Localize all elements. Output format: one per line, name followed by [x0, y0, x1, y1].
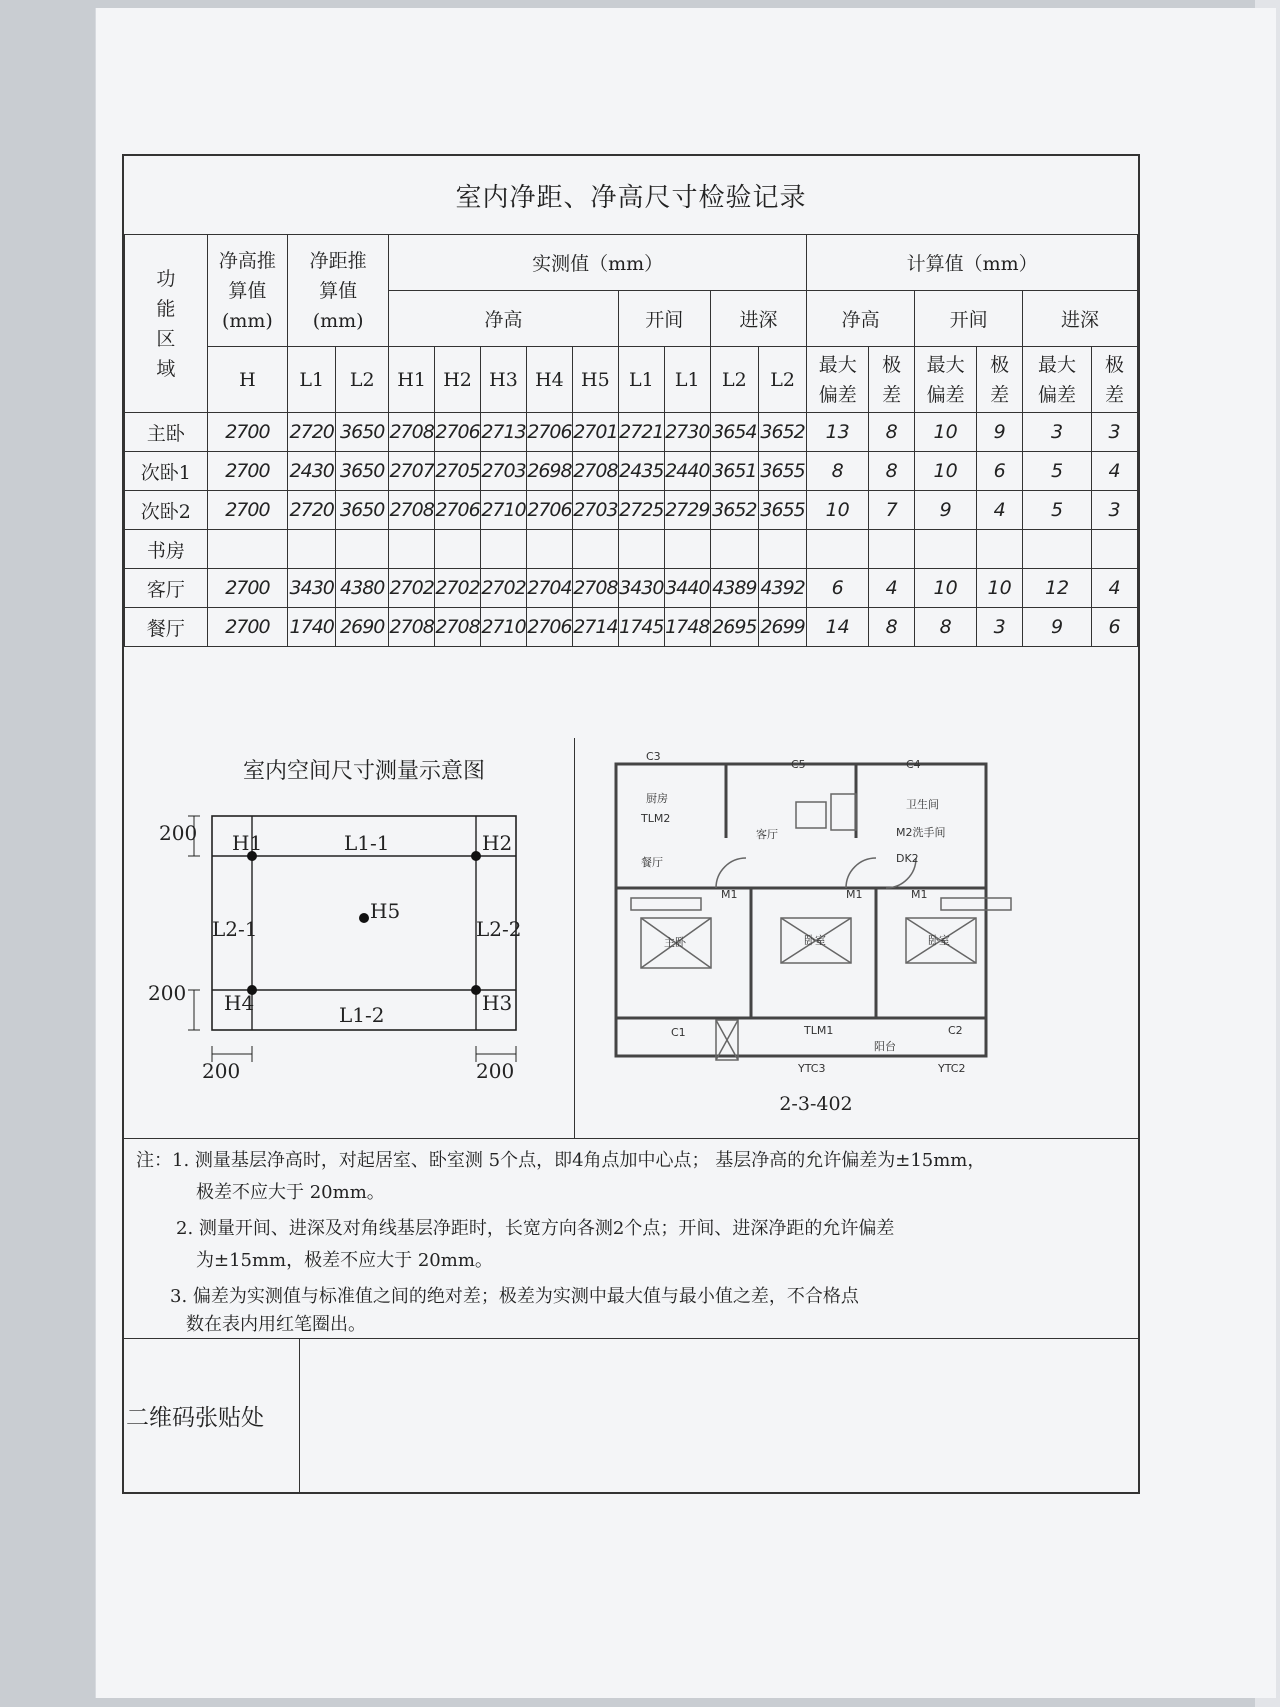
cell-ml2b: 3655	[758, 452, 806, 491]
cell-h3: 2713	[481, 413, 527, 452]
cell-l1: 2720	[288, 491, 336, 530]
cell-ml1b: 3440	[664, 569, 710, 608]
cell-h2	[435, 530, 481, 569]
cell-ml2b: 4392	[758, 569, 806, 608]
cell-h: 2700	[207, 413, 287, 452]
fp-c4: C4	[906, 758, 921, 771]
note-3b: 数在表内用红笔圈出。	[186, 1314, 366, 1335]
header-calc-height: 净高	[807, 291, 915, 347]
cell-h2: 2706	[435, 491, 481, 530]
cell-h2: 2706	[435, 413, 481, 452]
cell-c2	[869, 530, 915, 569]
cell-h4: 2704	[526, 569, 572, 608]
cell-ml2a: 2695	[710, 608, 758, 647]
cell-c5: 5	[1023, 491, 1092, 530]
floor-plan	[576, 738, 1136, 1138]
cell-l1	[288, 530, 336, 569]
cell-c2: 8	[869, 413, 915, 452]
cell-c5: 3	[1023, 413, 1092, 452]
col-bay-range: 极 差	[977, 347, 1023, 413]
cell-c6: 3	[1092, 491, 1138, 530]
table-row	[125, 530, 1138, 569]
fp-c2: C2	[948, 1024, 963, 1037]
header-height-estimate: 净高推 算值 (mm)	[207, 235, 287, 347]
cell-h1: 2702	[389, 569, 435, 608]
header-distance-estimate: 净距推 算值 (mm)	[288, 235, 389, 347]
label-h5: H5	[370, 899, 401, 923]
cell-c3: 10	[915, 413, 977, 452]
fp-m1b: M1	[846, 888, 863, 901]
fp-bath: 卫生间	[906, 798, 939, 811]
fp-ytc2: YTC2	[938, 1062, 966, 1075]
cell-h4: 2706	[526, 491, 572, 530]
cell-h5: 2703	[572, 491, 618, 530]
fp-master: 主卧	[664, 936, 686, 949]
fp-m1c: M1	[911, 888, 928, 901]
col-l2: L2	[336, 347, 389, 413]
label-h3: H3	[482, 991, 513, 1015]
cell-ml2a: 3652	[710, 491, 758, 530]
cell-l1: 2720	[288, 413, 336, 452]
cell-h	[207, 530, 287, 569]
cell-l1: 1740	[288, 608, 336, 647]
cell-c1	[807, 530, 869, 569]
label-l1-2: L1-2	[339, 1003, 385, 1027]
header-measured-depth: 进深	[710, 291, 806, 347]
cell-ml1a: 1745	[618, 608, 664, 647]
cell-h3: 2702	[481, 569, 527, 608]
cell-h4	[526, 530, 572, 569]
cell-h3: 2703	[481, 452, 527, 491]
inspection-table	[124, 234, 1138, 647]
cell-c2: 4	[869, 569, 915, 608]
header-calc-bay: 开间	[915, 291, 1023, 347]
row-area-label: 次卧1	[125, 452, 208, 491]
col-m-l1b: L1	[664, 347, 710, 413]
cell-c5: 12	[1023, 569, 1092, 608]
fp-balcony: 阳台	[874, 1040, 896, 1053]
table-row	[125, 491, 1138, 530]
col-m-l2a: L2	[710, 347, 758, 413]
cell-ml2b	[758, 530, 806, 569]
cell-h5	[572, 530, 618, 569]
cell-h: 2700	[207, 452, 287, 491]
label-l2-2: L2-2	[476, 917, 522, 941]
col-m-l1a: L1	[618, 347, 664, 413]
cell-ml1a: 3430	[618, 569, 664, 608]
col-bay-max-dev: 最大 偏差	[915, 347, 977, 413]
cell-l2: 4380	[336, 569, 389, 608]
cell-h3	[481, 530, 527, 569]
cell-c4: 9	[977, 413, 1023, 452]
note-2a: 2. 测量开间、进深及对角线基层净距时，长宽方向各测2个点；开间、进深净距的允许偏差	[176, 1218, 895, 1239]
cell-h1: 2707	[389, 452, 435, 491]
cell-c5: 9	[1023, 608, 1092, 647]
cell-h3: 2710	[481, 608, 527, 647]
table-row	[125, 608, 1138, 647]
fp-ytc3: YTC3	[798, 1062, 826, 1075]
cell-h1: 2708	[389, 608, 435, 647]
label-dim-mid: 200	[148, 981, 187, 1005]
cell-l2: 3650	[336, 452, 389, 491]
col-h4: H4	[526, 347, 572, 413]
label-dim-br: 200	[476, 1059, 515, 1083]
cell-c4	[977, 530, 1023, 569]
cell-h5: 2708	[572, 452, 618, 491]
col-l1: L1	[288, 347, 336, 413]
row-area-label: 书房	[125, 530, 208, 569]
cell-c3: 9	[915, 491, 977, 530]
cell-ml1a: 2721	[618, 413, 664, 452]
cell-l1: 2430	[288, 452, 336, 491]
point-h5	[359, 913, 369, 923]
table-row	[125, 569, 1138, 608]
floor-plan-svg	[576, 738, 1136, 1138]
cell-h2: 2708	[435, 608, 481, 647]
label-h2: H2	[482, 831, 513, 855]
col-m-l2b: L2	[758, 347, 806, 413]
cell-c6: 3	[1092, 413, 1138, 452]
col-depth-range: 极 差	[1092, 347, 1138, 413]
label-dim-top: 200	[159, 821, 198, 845]
diagram-section	[124, 738, 1138, 1139]
cell-h: 2700	[207, 608, 287, 647]
cell-c3: 10	[915, 452, 977, 491]
cell-h3: 2710	[481, 491, 527, 530]
qr-code-area	[124, 1338, 300, 1492]
header-measured: 实测值（mm）	[389, 235, 807, 291]
col-h3: H3	[481, 347, 527, 413]
cell-h4: 2698	[526, 452, 572, 491]
cell-c3: 8	[915, 608, 977, 647]
cell-h2: 2705	[435, 452, 481, 491]
fp-tlm2: TLM2	[641, 812, 671, 825]
cell-c2: 7	[869, 491, 915, 530]
cell-h5: 2708	[572, 569, 618, 608]
header-measured-height: 净高	[389, 291, 619, 347]
cell-c2: 8	[869, 608, 915, 647]
cell-c4: 6	[977, 452, 1023, 491]
col-h5: H5	[572, 347, 618, 413]
note-2b: 为±15mm，极差不应大于 20mm。	[196, 1250, 493, 1271]
cell-ml2b: 3655	[758, 491, 806, 530]
cell-ml1b: 1748	[664, 608, 710, 647]
header-calc-depth: 进深	[1023, 291, 1138, 347]
cell-h1: 2708	[389, 413, 435, 452]
fp-kitchen: 厨房	[646, 792, 668, 805]
cell-ml2a	[710, 530, 758, 569]
row-area-label: 次卧2	[125, 491, 208, 530]
cell-h: 2700	[207, 569, 287, 608]
label-dim-bl: 200	[202, 1059, 241, 1083]
measurement-diagram-svg	[124, 738, 574, 1138]
header-measured-bay: 开间	[618, 291, 710, 347]
fp-bed1: 卧室	[804, 934, 826, 947]
cell-h5: 2714	[572, 608, 618, 647]
label-h1: H1	[232, 831, 263, 855]
table-row	[125, 452, 1138, 491]
cell-c4: 3	[977, 608, 1023, 647]
cell-l2: 3650	[336, 491, 389, 530]
col-h1: H1	[389, 347, 435, 413]
point-h2	[471, 851, 481, 861]
fp-bed2: 卧室	[928, 934, 950, 947]
cell-c1: 10	[807, 491, 869, 530]
cell-l2: 3650	[336, 413, 389, 452]
table-row	[125, 413, 1138, 452]
row-area-label: 主卧	[125, 413, 208, 452]
cell-c3: 10	[915, 569, 977, 608]
fp-c5: C5	[791, 758, 806, 771]
cell-ml1b	[664, 530, 710, 569]
cell-ml2a: 3651	[710, 452, 758, 491]
col-h: H	[207, 347, 287, 413]
floor-plan-caption: 2-3-402	[779, 1093, 853, 1115]
label-h4: H4	[224, 991, 255, 1015]
header-area: 功 能 区 域	[125, 235, 208, 413]
fp-c1: C1	[671, 1026, 686, 1039]
fp-m2: M2洗手间	[896, 826, 946, 839]
cell-ml1b: 2440	[664, 452, 710, 491]
cell-c1: 8	[807, 452, 869, 491]
col-height-max-dev: 最大 偏差	[807, 347, 869, 413]
cell-c3	[915, 530, 977, 569]
label-l2-1: L2-1	[212, 917, 258, 941]
note-1b: 极差不应大于 20mm。	[196, 1182, 385, 1203]
cell-l2: 2690	[336, 608, 389, 647]
cell-h5: 2701	[572, 413, 618, 452]
fp-tlm1: TLM1	[804, 1024, 834, 1037]
cell-h2: 2702	[435, 569, 481, 608]
cell-h1	[389, 530, 435, 569]
fp-c3: C3	[646, 750, 661, 763]
cell-c5: 5	[1023, 452, 1092, 491]
cell-c1: 6	[807, 569, 869, 608]
cell-h4: 2706	[526, 413, 572, 452]
cell-h4: 2706	[526, 608, 572, 647]
cell-ml2b: 3652	[758, 413, 806, 452]
measurement-diagram	[124, 738, 575, 1138]
cell-h: 2700	[207, 491, 287, 530]
cell-c6: 4	[1092, 569, 1138, 608]
qr-code-label: 二维码张贴处	[126, 1404, 264, 1431]
fp-dining: 餐厅	[641, 856, 663, 869]
cell-c6	[1092, 530, 1138, 569]
row-area-label: 餐厅	[125, 608, 208, 647]
cell-c6: 6	[1092, 608, 1138, 647]
cell-ml1b: 2730	[664, 413, 710, 452]
form-title: 室内净距、净高尺寸检验记录	[124, 156, 1138, 235]
fp-living: 客厅	[756, 828, 778, 841]
cell-ml2a: 4389	[710, 569, 758, 608]
note-3a: 3. 偏差为实测值与标准值之间的绝对差；极差为实测中最大值与最小值之差，不合格点	[170, 1286, 859, 1307]
cell-ml1a	[618, 530, 664, 569]
cell-c1: 14	[807, 608, 869, 647]
cell-c2: 8	[869, 452, 915, 491]
cell-c6: 4	[1092, 452, 1138, 491]
cell-ml2a: 3654	[710, 413, 758, 452]
col-depth-max-dev: 最大 偏差	[1023, 347, 1092, 413]
cell-ml1a: 2725	[618, 491, 664, 530]
fp-dk2: DK2	[896, 852, 919, 865]
header-calculated: 计算值（mm）	[807, 235, 1138, 291]
cell-l1: 3430	[288, 569, 336, 608]
point-h3	[471, 985, 481, 995]
fp-m1a: M1	[721, 888, 738, 901]
cell-ml1b: 2729	[664, 491, 710, 530]
diagram-title: 室内空间尺寸测量示意图	[242, 759, 486, 784]
table-body	[125, 413, 1138, 647]
cell-c4: 10	[977, 569, 1023, 608]
cell-c4: 4	[977, 491, 1023, 530]
cell-c5	[1023, 530, 1092, 569]
note-1a: 注：1. 测量基层净高时，对起居室、卧室测 5个点，即4角点加中心点； 基层净高的允许偏差为±15mm，	[136, 1150, 986, 1171]
cell-h1: 2708	[389, 491, 435, 530]
col-h2: H2	[435, 347, 481, 413]
cell-l2	[336, 530, 389, 569]
cell-c1: 13	[807, 413, 869, 452]
cell-ml2b: 2699	[758, 608, 806, 647]
row-area-label: 客厅	[125, 569, 208, 608]
inspection-form	[122, 154, 1140, 1494]
notes-section	[124, 1138, 1138, 1339]
col-height-range: 极 差	[869, 347, 915, 413]
cell-ml1a: 2435	[618, 452, 664, 491]
label-l1-1: L1-1	[344, 831, 390, 855]
